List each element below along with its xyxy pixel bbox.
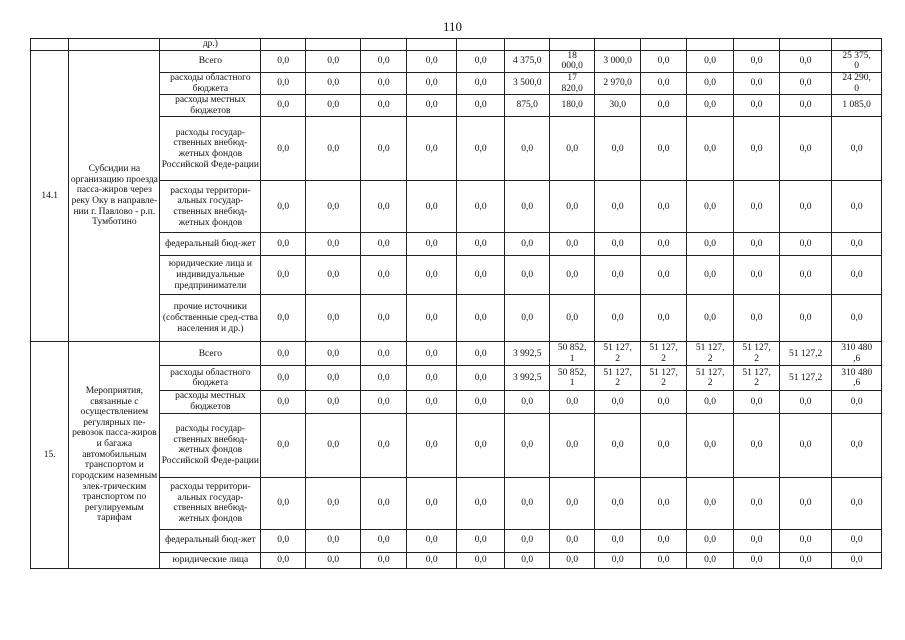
- amount-cell: 0,0: [641, 477, 686, 529]
- amount-cell: 0,0: [686, 413, 734, 477]
- continuation-cell: [31, 39, 69, 51]
- table-row: [31, 342, 882, 366]
- continuation-cell: [69, 39, 160, 51]
- amount-cell: 24 290, 0: [832, 72, 882, 94]
- amount-cell: 0,0: [832, 552, 882, 568]
- amount-cell: 0,0: [779, 477, 832, 529]
- amount-cell: 0,0: [686, 181, 734, 233]
- continuation-cell: [361, 39, 406, 51]
- amount-cell: 0,0: [261, 95, 305, 117]
- amount-cell: 0,0: [406, 366, 457, 391]
- amount-cell: 0,0: [734, 72, 779, 94]
- table-body: [31, 39, 882, 569]
- continuation-cell: [406, 39, 457, 51]
- funding-source: расходы областного бюджета: [160, 366, 261, 391]
- amount-cell: 0,0: [504, 181, 549, 233]
- amount-cell: 0,0: [261, 552, 305, 568]
- continuation-source-cell: др.): [160, 39, 261, 51]
- funding-source: расходы местных бюджетов: [160, 95, 261, 117]
- amount-cell: 0,0: [594, 391, 640, 413]
- amount-cell: 0,0: [261, 529, 305, 552]
- amount-cell: 180,0: [550, 95, 594, 117]
- amount-cell: 0,0: [457, 366, 505, 391]
- amount-cell: 0,0: [305, 529, 361, 552]
- amount-cell: 0,0: [779, 256, 832, 295]
- amount-cell: 51 127,2: [779, 366, 832, 391]
- amount-cell: 0,0: [361, 233, 406, 256]
- amount-cell: 0,0: [641, 95, 686, 117]
- amount-cell: 0,0: [261, 117, 305, 181]
- amount-cell: 0,0: [686, 50, 734, 72]
- amount-cell: 0,0: [550, 181, 594, 233]
- amount-cell: 0,0: [305, 72, 361, 94]
- amount-cell: 0,0: [832, 233, 882, 256]
- amount-cell: 0,0: [641, 256, 686, 295]
- amount-cell: 0,0: [594, 477, 640, 529]
- amount-cell: 0,0: [779, 117, 832, 181]
- amount-cell: 0,0: [457, 72, 505, 94]
- amount-cell: 0,0: [504, 552, 549, 568]
- amount-cell: 0,0: [305, 366, 361, 391]
- amount-cell: 0,0: [504, 413, 549, 477]
- amount-cell: 0,0: [686, 256, 734, 295]
- amount-cell: 0,0: [550, 233, 594, 256]
- amount-cell: 0,0: [361, 117, 406, 181]
- amount-cell: 0,0: [734, 529, 779, 552]
- amount-cell: 0,0: [406, 342, 457, 366]
- funding-source: федеральный бюд-жет: [160, 529, 261, 552]
- amount-cell: 51 127, 2: [594, 366, 640, 391]
- amount-cell: 0,0: [686, 95, 734, 117]
- amount-cell: 0,0: [261, 391, 305, 413]
- amount-cell: 0,0: [504, 529, 549, 552]
- amount-cell: 0,0: [361, 50, 406, 72]
- amount-cell: 0,0: [261, 413, 305, 477]
- amount-cell: 1 085,0: [832, 95, 882, 117]
- amount-cell: 0,0: [550, 413, 594, 477]
- amount-cell: 0,0: [550, 477, 594, 529]
- continuation-cell: [457, 39, 505, 51]
- amount-cell: 0,0: [734, 50, 779, 72]
- amount-cell: 0,0: [261, 342, 305, 366]
- amount-cell: 0,0: [406, 477, 457, 529]
- amount-cell: 3 992,5: [504, 366, 549, 391]
- amount-cell: 0,0: [457, 117, 505, 181]
- amount-cell: 0,0: [734, 233, 779, 256]
- amount-cell: 0,0: [305, 295, 361, 342]
- amount-cell: 0,0: [832, 391, 882, 413]
- amount-cell: 51 127, 2: [641, 342, 686, 366]
- amount-cell: 0,0: [504, 117, 549, 181]
- amount-cell: 0,0: [686, 117, 734, 181]
- amount-cell: 0,0: [406, 117, 457, 181]
- amount-cell: 0,0: [734, 552, 779, 568]
- amount-cell: 51 127,2: [779, 342, 832, 366]
- funding-source: Всего: [160, 50, 261, 72]
- amount-cell: 0,0: [832, 117, 882, 181]
- section-description: Мероприятия, связанные с осуществлением регулярных пе-ревозок пасса-жиров и багажа автомобильным транспортом и городским наземным элек-трическим транспортом по регулируемым тарифам: [69, 342, 160, 568]
- funding-source: Всего: [160, 342, 261, 366]
- amount-cell: 3 500,0: [504, 72, 549, 94]
- funding-source: юридические лица и индивидуальные предприниматели: [160, 256, 261, 295]
- funding-source: прочие источники (собственные сред-ства населения и др.): [160, 295, 261, 342]
- amount-cell: 0,0: [504, 233, 549, 256]
- continuation-cell: [594, 39, 640, 51]
- amount-cell: 51 127, 2: [734, 342, 779, 366]
- amount-cell: 0,0: [457, 233, 505, 256]
- amount-cell: 17 820,0: [550, 72, 594, 94]
- amount-cell: 0,0: [457, 95, 505, 117]
- amount-cell: 0,0: [641, 529, 686, 552]
- amount-cell: 0,0: [832, 477, 882, 529]
- amount-cell: 0,0: [550, 295, 594, 342]
- continuation-row: [31, 39, 882, 51]
- amount-cell: 0,0: [406, 552, 457, 568]
- amount-cell: 0,0: [406, 181, 457, 233]
- amount-cell: 0,0: [641, 181, 686, 233]
- amount-cell: 0,0: [457, 256, 505, 295]
- funding-source: юридические лица: [160, 552, 261, 568]
- funding-source: расходы областного бюджета: [160, 72, 261, 94]
- amount-cell: 0,0: [686, 529, 734, 552]
- amount-cell: 51 127, 2: [686, 366, 734, 391]
- amount-cell: 0,0: [779, 295, 832, 342]
- amount-cell: 0,0: [457, 552, 505, 568]
- funding-source: федеральный бюд-жет: [160, 233, 261, 256]
- amount-cell: 0,0: [361, 256, 406, 295]
- amount-cell: 18 000,0: [550, 50, 594, 72]
- amount-cell: 0,0: [594, 181, 640, 233]
- amount-cell: 0,0: [305, 413, 361, 477]
- amount-cell: 0,0: [641, 117, 686, 181]
- amount-cell: 0,0: [734, 181, 779, 233]
- amount-cell: 3 992,5: [504, 342, 549, 366]
- amount-cell: 0,0: [594, 413, 640, 477]
- amount-cell: 51 127, 2: [734, 366, 779, 391]
- amount-cell: 310 480 ,6: [832, 342, 882, 366]
- amount-cell: 0,0: [361, 366, 406, 391]
- amount-cell: 50 852, 1: [550, 366, 594, 391]
- amount-cell: 0,0: [261, 256, 305, 295]
- amount-cell: 0,0: [734, 477, 779, 529]
- amount-cell: 0,0: [406, 50, 457, 72]
- amount-cell: 0,0: [832, 295, 882, 342]
- amount-cell: 0,0: [261, 50, 305, 72]
- amount-cell: 0,0: [457, 391, 505, 413]
- amount-cell: 0,0: [686, 72, 734, 94]
- amount-cell: 0,0: [686, 391, 734, 413]
- amount-cell: 0,0: [305, 391, 361, 413]
- amount-cell: 0,0: [550, 117, 594, 181]
- amount-cell: 0,0: [305, 342, 361, 366]
- amount-cell: 0,0: [305, 233, 361, 256]
- funding-source: расходы территори-альных государ-ственных внебюд-жетных фондов: [160, 477, 261, 529]
- amount-cell: 0,0: [305, 117, 361, 181]
- amount-cell: 0,0: [594, 233, 640, 256]
- amount-cell: 25 375, 0: [832, 50, 882, 72]
- amount-cell: 0,0: [641, 295, 686, 342]
- amount-cell: 0,0: [261, 233, 305, 256]
- continuation-cell: [641, 39, 686, 51]
- amount-cell: 0,0: [734, 117, 779, 181]
- amount-cell: 0,0: [361, 552, 406, 568]
- amount-cell: 30,0: [594, 95, 640, 117]
- amount-cell: 0,0: [406, 95, 457, 117]
- amount-cell: 0,0: [305, 552, 361, 568]
- amount-cell: 0,0: [734, 413, 779, 477]
- amount-cell: 0,0: [261, 181, 305, 233]
- amount-cell: 0,0: [504, 391, 549, 413]
- amount-cell: 0,0: [457, 295, 505, 342]
- amount-cell: 0,0: [305, 95, 361, 117]
- amount-cell: 0,0: [361, 95, 406, 117]
- continuation-cell: [305, 39, 361, 51]
- amount-cell: 0,0: [594, 256, 640, 295]
- amount-cell: 0,0: [457, 529, 505, 552]
- amount-cell: 0,0: [457, 413, 505, 477]
- amount-cell: 0,0: [361, 413, 406, 477]
- amount-cell: 3 000,0: [594, 50, 640, 72]
- amount-cell: 51 127, 2: [594, 342, 640, 366]
- amount-cell: 0,0: [406, 72, 457, 94]
- amount-cell: 0,0: [779, 413, 832, 477]
- amount-cell: 310 480 ,6: [832, 366, 882, 391]
- budget-table: [30, 38, 882, 569]
- amount-cell: 0,0: [406, 391, 457, 413]
- amount-cell: 0,0: [457, 477, 505, 529]
- amount-cell: 0,0: [779, 72, 832, 94]
- funding-source: расходы государ-ственных внебюд-жетных фондов Российской Феде-рации: [160, 117, 261, 181]
- amount-cell: 0,0: [504, 295, 549, 342]
- amount-cell: 0,0: [832, 413, 882, 477]
- funding-source: расходы территори-альных государ-ственных внебюд-жетных фондов: [160, 181, 261, 233]
- amount-cell: 0,0: [734, 295, 779, 342]
- amount-cell: 51 127, 2: [641, 366, 686, 391]
- amount-cell: 0,0: [641, 552, 686, 568]
- table-row: [31, 50, 882, 72]
- amount-cell: 0,0: [779, 95, 832, 117]
- continuation-cell: [261, 39, 305, 51]
- continuation-cell: [734, 39, 779, 51]
- amount-cell: 0,0: [550, 256, 594, 295]
- funding-source: расходы государ-ственных внебюд-жетных фондов Российской Феде-рации: [160, 413, 261, 477]
- amount-cell: 0,0: [686, 233, 734, 256]
- amount-cell: 0,0: [734, 256, 779, 295]
- amount-cell: 0,0: [504, 477, 549, 529]
- amount-cell: 0,0: [832, 181, 882, 233]
- amount-cell: 0,0: [406, 233, 457, 256]
- amount-cell: 51 127, 2: [686, 342, 734, 366]
- amount-cell: 0,0: [550, 529, 594, 552]
- amount-cell: 0,0: [641, 391, 686, 413]
- amount-cell: 0,0: [779, 391, 832, 413]
- amount-cell: 0,0: [504, 256, 549, 295]
- amount-cell: 0,0: [361, 72, 406, 94]
- continuation-cell: [779, 39, 832, 51]
- continuation-cell: [832, 39, 882, 51]
- amount-cell: 0,0: [406, 295, 457, 342]
- amount-cell: 4 375,0: [504, 50, 549, 72]
- amount-cell: 0,0: [361, 342, 406, 366]
- amount-cell: 0,0: [305, 181, 361, 233]
- section-description: Субсидии на организацию проезда пасса-жиров через реку Оку в направле-нии г. Павлово - р.п. Тумботино: [69, 50, 160, 342]
- amount-cell: 0,0: [779, 552, 832, 568]
- amount-cell: 0,0: [361, 181, 406, 233]
- amount-cell: 0,0: [550, 391, 594, 413]
- amount-cell: 0,0: [261, 295, 305, 342]
- continuation-cell: [504, 39, 549, 51]
- continuation-cell: [686, 39, 734, 51]
- amount-cell: 0,0: [686, 295, 734, 342]
- amount-cell: 0,0: [361, 529, 406, 552]
- amount-cell: 0,0: [406, 413, 457, 477]
- amount-cell: 2 970,0: [594, 72, 640, 94]
- amount-cell: 0,0: [779, 181, 832, 233]
- amount-cell: 0,0: [594, 552, 640, 568]
- amount-cell: 0,0: [686, 477, 734, 529]
- amount-cell: 0,0: [641, 413, 686, 477]
- funding-source: расходы местных бюджетов: [160, 391, 261, 413]
- amount-cell: 0,0: [594, 117, 640, 181]
- amount-cell: 0,0: [361, 391, 406, 413]
- amount-cell: 0,0: [406, 256, 457, 295]
- amount-cell: 0,0: [457, 181, 505, 233]
- amount-cell: 50 852, 1: [550, 342, 594, 366]
- amount-cell: 0,0: [779, 529, 832, 552]
- amount-cell: 0,0: [594, 295, 640, 342]
- amount-cell: 0,0: [361, 477, 406, 529]
- amount-cell: 0,0: [779, 50, 832, 72]
- amount-cell: 0,0: [305, 256, 361, 295]
- amount-cell: 0,0: [261, 477, 305, 529]
- amount-cell: 0,0: [406, 529, 457, 552]
- amount-cell: 0,0: [457, 50, 505, 72]
- section-number: 14.1: [31, 50, 69, 342]
- amount-cell: 0,0: [779, 233, 832, 256]
- amount-cell: 0,0: [261, 366, 305, 391]
- continuation-cell: [550, 39, 594, 51]
- amount-cell: 0,0: [734, 95, 779, 117]
- amount-cell: 0,0: [832, 256, 882, 295]
- amount-cell: 0,0: [261, 72, 305, 94]
- amount-cell: 0,0: [457, 342, 505, 366]
- amount-cell: 0,0: [641, 72, 686, 94]
- amount-cell: 0,0: [832, 529, 882, 552]
- amount-cell: 0,0: [641, 50, 686, 72]
- amount-cell: 875,0: [504, 95, 549, 117]
- amount-cell: 0,0: [361, 295, 406, 342]
- amount-cell: 0,0: [734, 391, 779, 413]
- page-number: 110: [442, 19, 463, 34]
- amount-cell: 0,0: [686, 552, 734, 568]
- amount-cell: 0,0: [550, 552, 594, 568]
- amount-cell: 0,0: [305, 477, 361, 529]
- amount-cell: 0,0: [641, 233, 686, 256]
- section-number: 15.: [31, 342, 69, 568]
- amount-cell: 0,0: [594, 529, 640, 552]
- amount-cell: 0,0: [305, 50, 361, 72]
